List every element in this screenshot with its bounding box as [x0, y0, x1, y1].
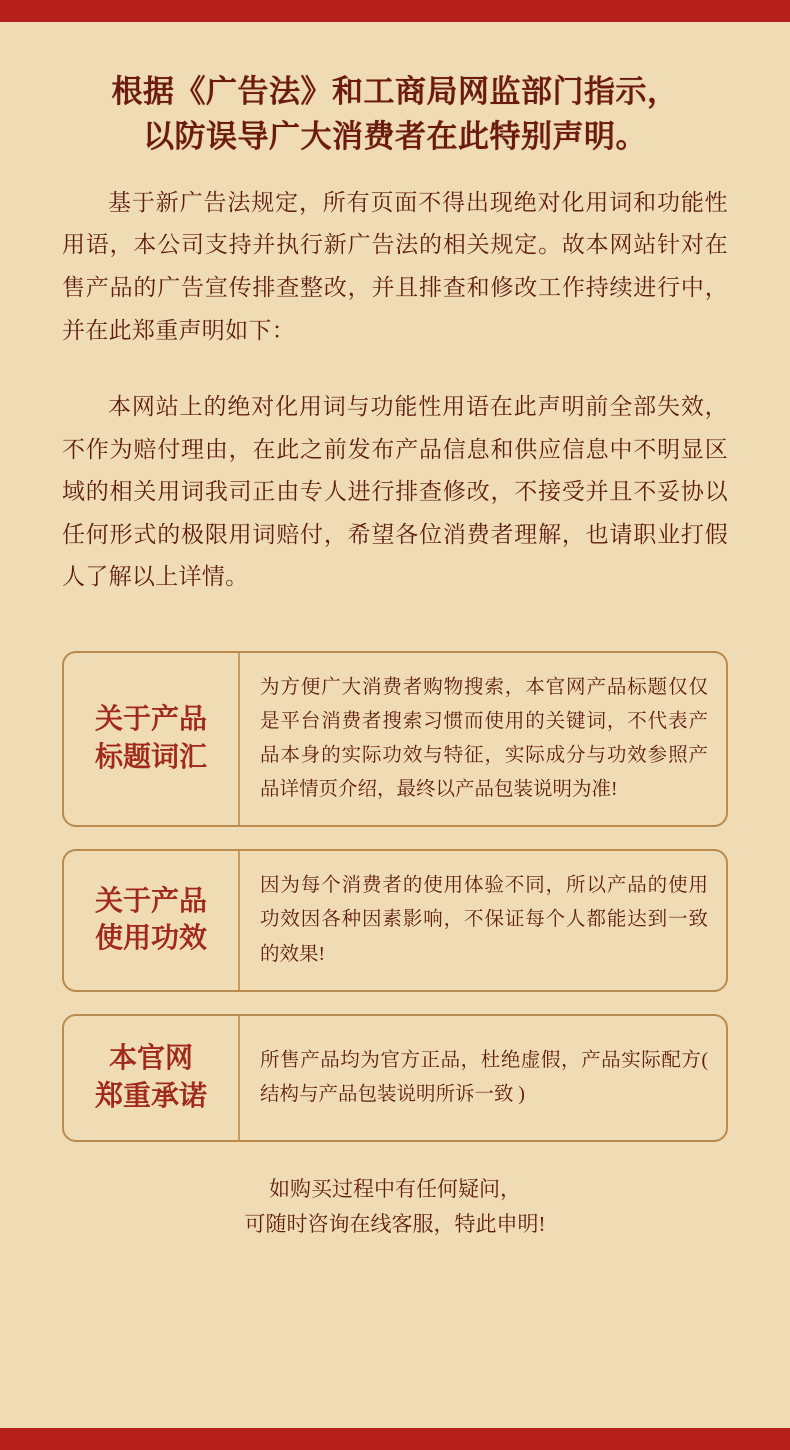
- card-label-line2: 郑重承诺: [94, 1080, 207, 1112]
- card-label-line1: 关于产品: [94, 885, 207, 917]
- card-body: 因为每个消费者的使用体验不同，所以产品的使用功效因各种因素影响，不保证每个人都能达到一致的效果!: [260, 875, 708, 965]
- card-body: 所售产品均为官方正品，杜绝虚假，产品实际配方( 结构与产品包装说明所诉一致 ): [260, 1049, 708, 1105]
- statement-card: [62, 849, 728, 991]
- statement-card: [62, 1014, 728, 1142]
- card-label: [64, 851, 240, 989]
- statement-card-list: [62, 651, 728, 1142]
- page-title: [62, 22, 728, 160]
- card-label-line1: 关于产品: [94, 704, 207, 736]
- card-label-line2: 标题词汇: [94, 742, 207, 774]
- top-red-band: [0, 0, 790, 22]
- card-label-line2: 使用功效: [94, 923, 207, 955]
- card-label-line1: 本官网: [108, 1042, 193, 1074]
- card-label: [64, 1016, 240, 1140]
- footer-note: [62, 1172, 728, 1243]
- footer-line1: 如购买过程中有任何疑问，: [269, 1176, 521, 1201]
- statement-sheet: [0, 22, 790, 1428]
- page-title-line2: 以防误导广大消费者在此特别声明。: [143, 118, 647, 154]
- statement-paragraph-1: 基于新广告法规定，所有页面不得出现绝对化用词和功能性用语，本公司支持并执行新广告法的相关规定。故本网站针对在售产品的广告宣传排查整改，并且排查和修改工作持续进行中，并在此郑重声明如下：: [62, 189, 728, 343]
- bottom-red-band: [0, 1428, 790, 1450]
- statement-paragraph-2: 本网站上的绝对化用词与功能性用语在此声明前全部失效，不作为赔付理由，在此之前发布产品信息和供应信息中不明显区域的相关用词我司正由专人进行排查修改，不接受并且不妥协以任何形式的极限用词赔付，希望各位消费者理解，也请职业打假人了解以上详情。: [62, 394, 728, 590]
- page-title-line1: 根据《广告法》和工商局网监部门指示，: [111, 74, 679, 109]
- statement-card: [62, 651, 728, 828]
- card-label: [64, 653, 240, 826]
- footer-line2: 可随时咨询在线客服，特此申明!: [244, 1212, 546, 1237]
- card-body: 为方便广大消费者购物搜索，本官网产品标题仅仅是平台消费者搜索习惯而使用的关键词，不代表产品本身的实际功效与特征，实际成分与功效参照产品详情页介绍，最终以产品包装说明为准!: [260, 676, 708, 801]
